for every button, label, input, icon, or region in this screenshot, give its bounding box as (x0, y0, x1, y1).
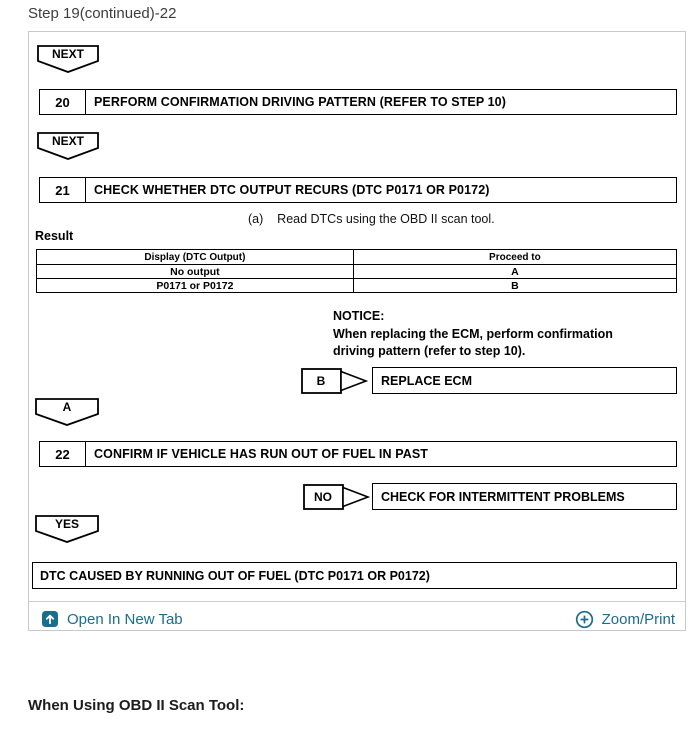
conclusion-box: DTC CAUSED BY RUNNING OUT OF FUEL (DTC P0171 OR P0172) (32, 562, 677, 589)
branch-b-tag (301, 368, 369, 394)
toolbar-divider (29, 601, 685, 602)
branch-tag-label: NO (314, 490, 332, 504)
table-row (37, 265, 677, 279)
branch-tag-label: B (316, 374, 326, 388)
connector-label: NEXT (51, 134, 84, 148)
step-number: 22 (40, 442, 86, 466)
table-cell: A (353, 265, 676, 279)
page-title: Step 19(continued)-22 (28, 5, 177, 22)
step-label: PERFORM CONFIRMATION DRIVING PATTERN (REFER TO STEP 10) (94, 95, 506, 109)
step-22-box (39, 441, 677, 467)
step-number: 20 (40, 90, 86, 114)
open-in-new-tab-link[interactable] (41, 606, 183, 632)
zoom-print-label: Zoom/Print (601, 610, 675, 628)
notice-block (333, 308, 613, 361)
flowchart-viewer (28, 31, 686, 631)
result-label: Result (35, 229, 74, 243)
open-in-new-tab-icon (41, 610, 59, 628)
table-cell: B (353, 279, 676, 293)
flow-connector-next-1 (37, 45, 99, 73)
flow-connector-a (35, 398, 99, 426)
flow-connector-yes (35, 515, 99, 543)
connector-label: YES (54, 517, 79, 531)
step-label: CHECK WHETHER DTC OUTPUT RECURS (DTC P0171 OR P0172) (94, 183, 490, 197)
connector-label: NEXT (51, 47, 84, 61)
table-header-cell: Proceed to (353, 250, 676, 265)
step-21-box (39, 177, 677, 203)
zoom-plus-icon (575, 610, 594, 629)
branch-no-tag (303, 484, 371, 510)
notice-line: driving pattern (refer to step 10). (333, 344, 526, 358)
notice-line: When replacing the ECM, perform confirmation (333, 326, 613, 341)
notice-title: NOTICE: (333, 309, 385, 323)
table-cell: No output (37, 265, 354, 279)
result-table (36, 249, 677, 293)
table-row (37, 279, 677, 293)
step-number: 21 (40, 178, 86, 202)
zoom-print-link[interactable] (575, 606, 675, 632)
table-header-cell: Display (DTC Output) (37, 250, 354, 265)
open-in-new-tab-label: Open In New Tab (67, 610, 183, 628)
connector-label: A (62, 400, 72, 414)
step-label: CONFIRM IF VEHICLE HAS RUN OUT OF FUEL IN PAST (94, 447, 429, 461)
action-replace-ecm: REPLACE ECM (372, 367, 677, 394)
instruction-text: (a) Read DTCs using the OBD II scan tool. (248, 212, 495, 226)
section-heading: When Using OBD II Scan Tool: (28, 697, 245, 714)
action-check-intermittent: CHECK FOR INTERMITTENT PROBLEMS (372, 483, 677, 510)
table-cell: P0171 or P0172 (37, 279, 354, 293)
flow-connector-next-2 (37, 132, 99, 160)
table-header-row (37, 250, 677, 265)
step-20-box (39, 89, 677, 115)
